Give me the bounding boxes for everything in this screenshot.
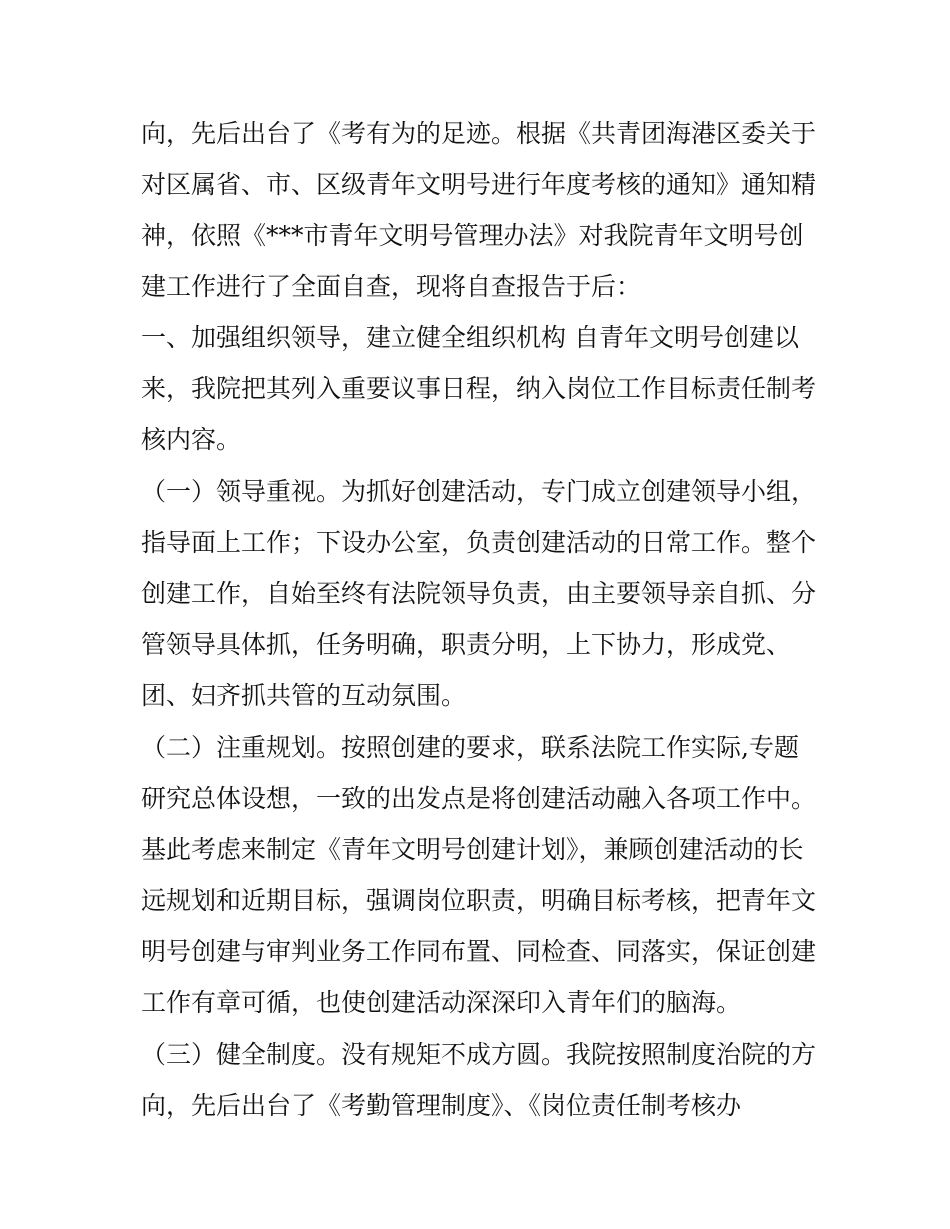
text-line: 管领导具体抓，任务明确，职责分明，上下协力，形成党、 [141, 630, 792, 659]
subsection-line: （二）注重规划。按照创建的要求，联系法院工作实际,专题 [141, 733, 799, 762]
text-line: 工作有章可循，也使创建活动深深印入青年们的脑海。 [141, 988, 742, 1017]
text-line: 向，先后出台了《考勤管理制度》、《岗位责任制考核办 [141, 1091, 742, 1120]
subsection-line: （三）健全制度。没有规矩不成方圆。我院按照制度治院的方 [141, 1040, 817, 1069]
subsection-line: （一）领导重视。为抓好创建活动，专门成立创建领导小组， [141, 477, 817, 506]
section-heading-line: 一、加强组织领导，建立健全组织机构 自青年文明号创建以 [141, 323, 799, 352]
text-line: 指导面上工作；下设办公室，负责创建活动的日常工作。整个 [141, 528, 817, 557]
text-line: 核内容。 [141, 425, 242, 454]
text-line: 明号创建与审判业务工作同布置、同检查、同落实，保证创建 [141, 937, 817, 966]
text-line: 研究总体设想，一致的出发点是将创建活动融入各项工作中。 [141, 784, 817, 813]
text-line: 向，先后出台了《考有为的足迹。根据《共青团海港区委关于 [141, 119, 817, 148]
text-line: 创建工作，自始至终有法院领导负责，由主要领导亲自抓、分 [141, 579, 817, 608]
document-body [141, 108, 821, 1131]
text-line: 基此考虑来制定《青年文明号创建计划》，兼顾创建活动的长 [141, 835, 804, 864]
text-line: 对区属省、市、区级青年文明号进行年度考核的通知》通知精 [141, 170, 817, 199]
text-line: 团、妇齐抓共管的互动氛围。 [141, 681, 467, 710]
text-line: 建工作进行了全面自查，现将自查报告于后： [141, 272, 642, 301]
text-line: 来，我院把其列入重要议事日程，纳入岗位工作目标责任制考 [141, 374, 817, 403]
text-line: 神，依照《***市青年文明号管理办法》对我院青年文明号创 [141, 221, 804, 250]
text-line: 远规划和近期目标，强调岗位职责，明确目标考核，把青年文 [141, 886, 817, 915]
